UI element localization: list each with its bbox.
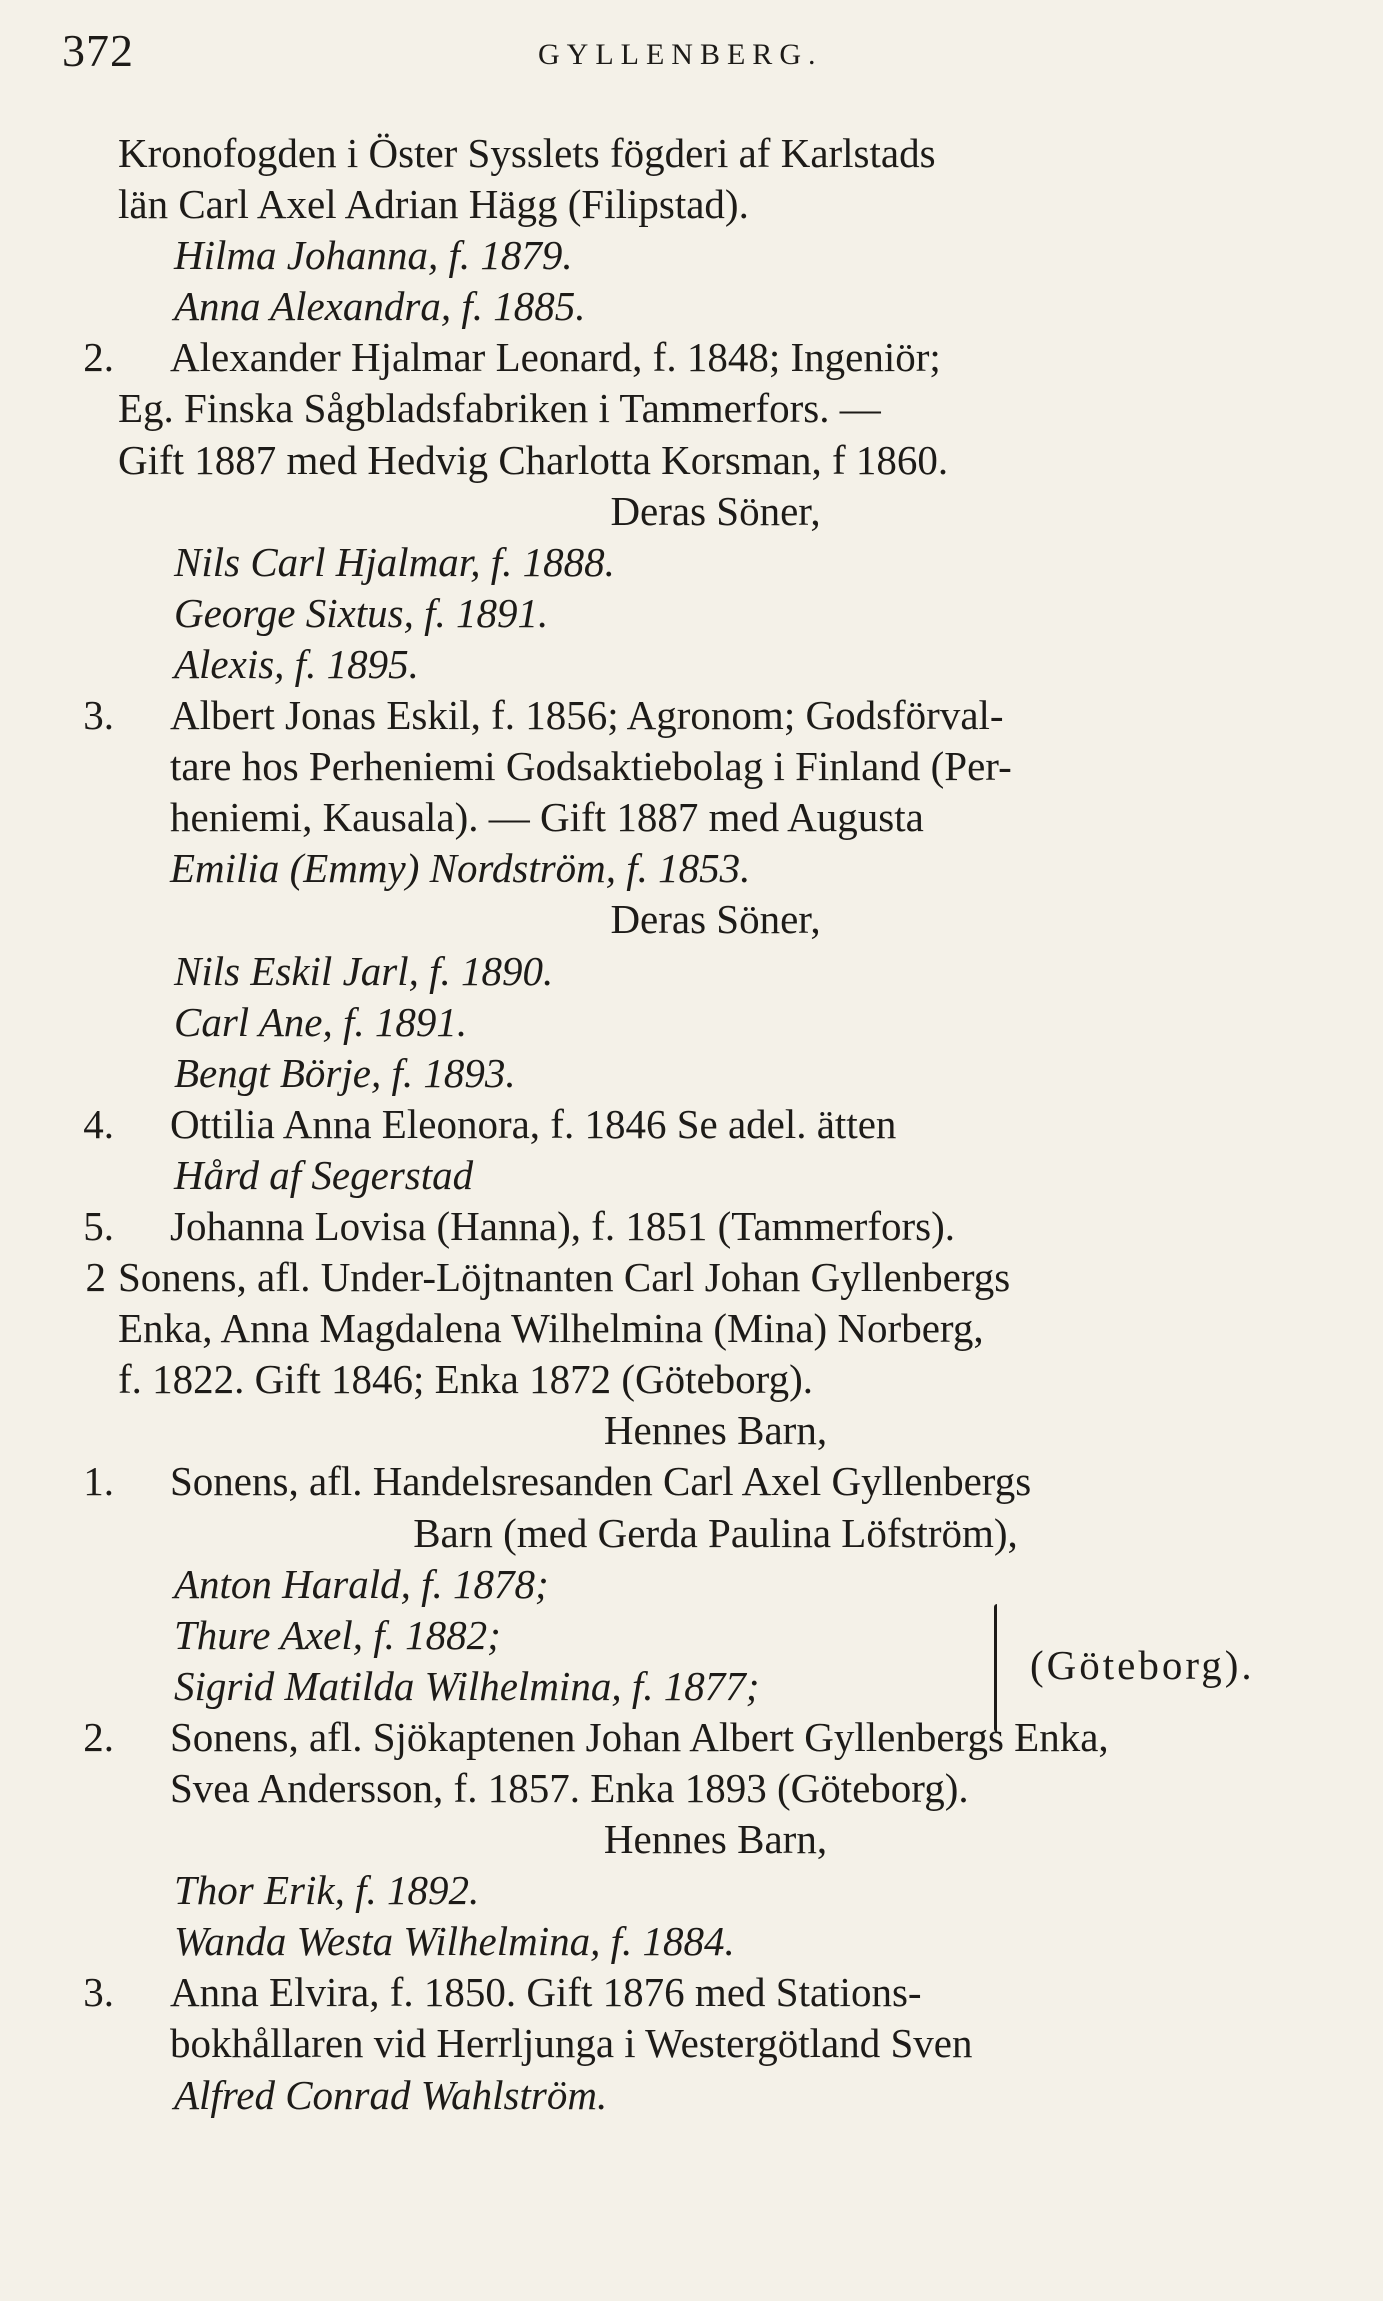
text-line bbox=[118, 792, 1313, 843]
line-text: Nils Carl Hjalmar, f. 1888. bbox=[174, 538, 615, 585]
entry-number: 4. bbox=[83, 1100, 114, 1147]
line-text: Deras Söner, bbox=[610, 896, 821, 943]
line-text: Enka, Anna Magdalena Wilhelmina (Mina) Norberg, bbox=[118, 1305, 984, 1352]
subheading bbox=[118, 1814, 1313, 1865]
line-text: f. 1822. Gift 1846; Enka 1872 (Göteborg). bbox=[118, 1356, 813, 1403]
line-text: Eg. Finska Sågbladsfabriken i Tammerfors. — bbox=[118, 385, 881, 432]
text-line bbox=[118, 639, 1313, 690]
line-text: Thor Erik, f. 1892. bbox=[174, 1867, 480, 1914]
line-text: Alfred Conrad Wahlström. bbox=[174, 2071, 608, 2118]
text-line bbox=[118, 1763, 1313, 1814]
line-text: bokhållaren vid Herrljunga i Westergötland Sven bbox=[170, 2020, 973, 2067]
text-line bbox=[118, 2018, 1313, 2069]
numbered-line bbox=[83, 1201, 1313, 1252]
text-line bbox=[118, 843, 1313, 894]
line-text: Sigrid Matilda Wilhelmina, f. 1877; bbox=[174, 1662, 760, 1709]
line-text: Gift 1887 med Hedvig Charlotta Korsman, f 1860. bbox=[118, 436, 949, 483]
line-text: tare hos Perheniemi Godsaktiebolag i Finland (Per- bbox=[170, 743, 1012, 790]
subheading bbox=[118, 1405, 1313, 1456]
line-text: Hennes Barn, bbox=[603, 1816, 828, 1863]
line-text: Alexis, f. 1895. bbox=[174, 640, 419, 687]
text-line bbox=[118, 1559, 1313, 1610]
text-line bbox=[118, 1048, 1313, 1099]
text-line bbox=[118, 997, 1313, 1048]
text-line bbox=[118, 128, 1313, 179]
line-text: Hennes Barn, bbox=[603, 1407, 828, 1454]
text-line bbox=[118, 230, 1313, 281]
line-text: Kronofogden i Öster Sysslets fögderi af Karlstads bbox=[118, 130, 936, 176]
line-text: Svea Andersson, f. 1857. Enka 1893 (Göteborg). bbox=[170, 1765, 969, 1811]
line-text: Nils Eskil Jarl, f. 1890. bbox=[174, 947, 554, 994]
line-text: Sonens, afl. Under-Löjtnanten Carl Johan Gyllenbergs bbox=[118, 1254, 1011, 1301]
text-line bbox=[118, 537, 1313, 588]
page-number: 372 bbox=[62, 25, 134, 76]
line-text: Sonens, afl. Handelsresanden Carl Axel Gyllenbergs bbox=[170, 1458, 1032, 1505]
subheading bbox=[118, 894, 1313, 945]
line-text: Anna Alexandra, f. 1885. bbox=[174, 283, 586, 330]
line-text: Thure Axel, f. 1882; bbox=[174, 1611, 501, 1658]
text-line bbox=[118, 1916, 1313, 1967]
text-line bbox=[118, 1303, 1313, 1354]
text-line bbox=[118, 946, 1313, 997]
line-text: Hilma Johanna, f. 1879. bbox=[174, 232, 573, 279]
line-text: Wanda Westa Wilhelmina, f. 1884. bbox=[174, 1918, 735, 1965]
subheading bbox=[118, 486, 1313, 537]
text-line bbox=[118, 741, 1313, 792]
numbered-line bbox=[83, 1712, 1313, 1763]
line-text: Alexander Hjalmar Leonard, f. 1848; Ingeniör; bbox=[170, 334, 941, 381]
entry-number: 2. bbox=[83, 334, 114, 381]
line-text: heniemi, Kausala). — Gift 1887 med Augusta bbox=[170, 794, 924, 841]
entry-number: 3. bbox=[83, 692, 114, 739]
numbered-line bbox=[83, 1456, 1313, 1507]
line-text: Johanna Lovisa (Hanna), f. 1851 (Tammerfors). bbox=[170, 1202, 955, 1249]
entry-number: 2. bbox=[83, 1713, 114, 1760]
line-text: Ottilia Anna Eleonora, f. 1846 Se adel. ätten bbox=[170, 1100, 897, 1147]
line-text: Hård af Segerstad bbox=[174, 1151, 474, 1198]
text-line bbox=[118, 588, 1313, 639]
entry-number: 1. bbox=[83, 1458, 114, 1505]
bracket-note: (Göteborg). bbox=[1030, 1642, 1255, 1688]
text-line bbox=[118, 435, 1313, 486]
line-text: Carl Ane, f. 1891. bbox=[174, 998, 468, 1045]
line-text: Emilia (Emmy) Nordström, f. 1853. bbox=[170, 845, 751, 892]
text-line bbox=[118, 179, 1313, 230]
numbered-line bbox=[83, 690, 1313, 741]
text-line bbox=[118, 2070, 1313, 2121]
bracket bbox=[994, 1604, 1001, 1732]
entry-number: 5. bbox=[83, 1202, 114, 1249]
text-line bbox=[118, 1508, 1313, 1559]
running-title: GYLLENBERG. bbox=[538, 38, 823, 71]
numbered-line bbox=[83, 1967, 1313, 2018]
line-text: Sonens, afl. Sjökaptenen Johan Albert Gyllenbergs Enka, bbox=[170, 1713, 1109, 1760]
numbered-line bbox=[83, 1099, 1313, 1150]
line-text: Anna Elvira, f. 1850. Gift 1876 med Stations- bbox=[170, 1969, 922, 2016]
line-text: Albert Jonas Eskil, f. 1856; Agronom; Godsförval- bbox=[170, 692, 1004, 739]
line-text: län Carl Axel Adrian Hägg (Filipstad). bbox=[118, 181, 749, 228]
line-text: Deras Söner, bbox=[610, 487, 821, 534]
entry-number: 3. bbox=[83, 1969, 114, 2016]
numbered-line bbox=[85, 1252, 1313, 1303]
text-line bbox=[118, 383, 1313, 434]
text-line bbox=[118, 281, 1313, 332]
line-text: George Sixtus, f. 1891. bbox=[174, 589, 549, 636]
genealogy-text bbox=[83, 128, 1313, 2121]
text-line bbox=[118, 1354, 1313, 1405]
text-line bbox=[118, 1865, 1313, 1916]
line-text: Anton Harald, f. 1878; bbox=[174, 1560, 549, 1607]
entry-number: 2 bbox=[85, 1254, 106, 1301]
numbered-line bbox=[83, 332, 1313, 383]
line-text: Barn (med Gerda Paulina Löfström), bbox=[413, 1509, 1018, 1556]
text-line bbox=[118, 1150, 1313, 1201]
line-text: Bengt Börje, f. 1893. bbox=[174, 1049, 516, 1096]
